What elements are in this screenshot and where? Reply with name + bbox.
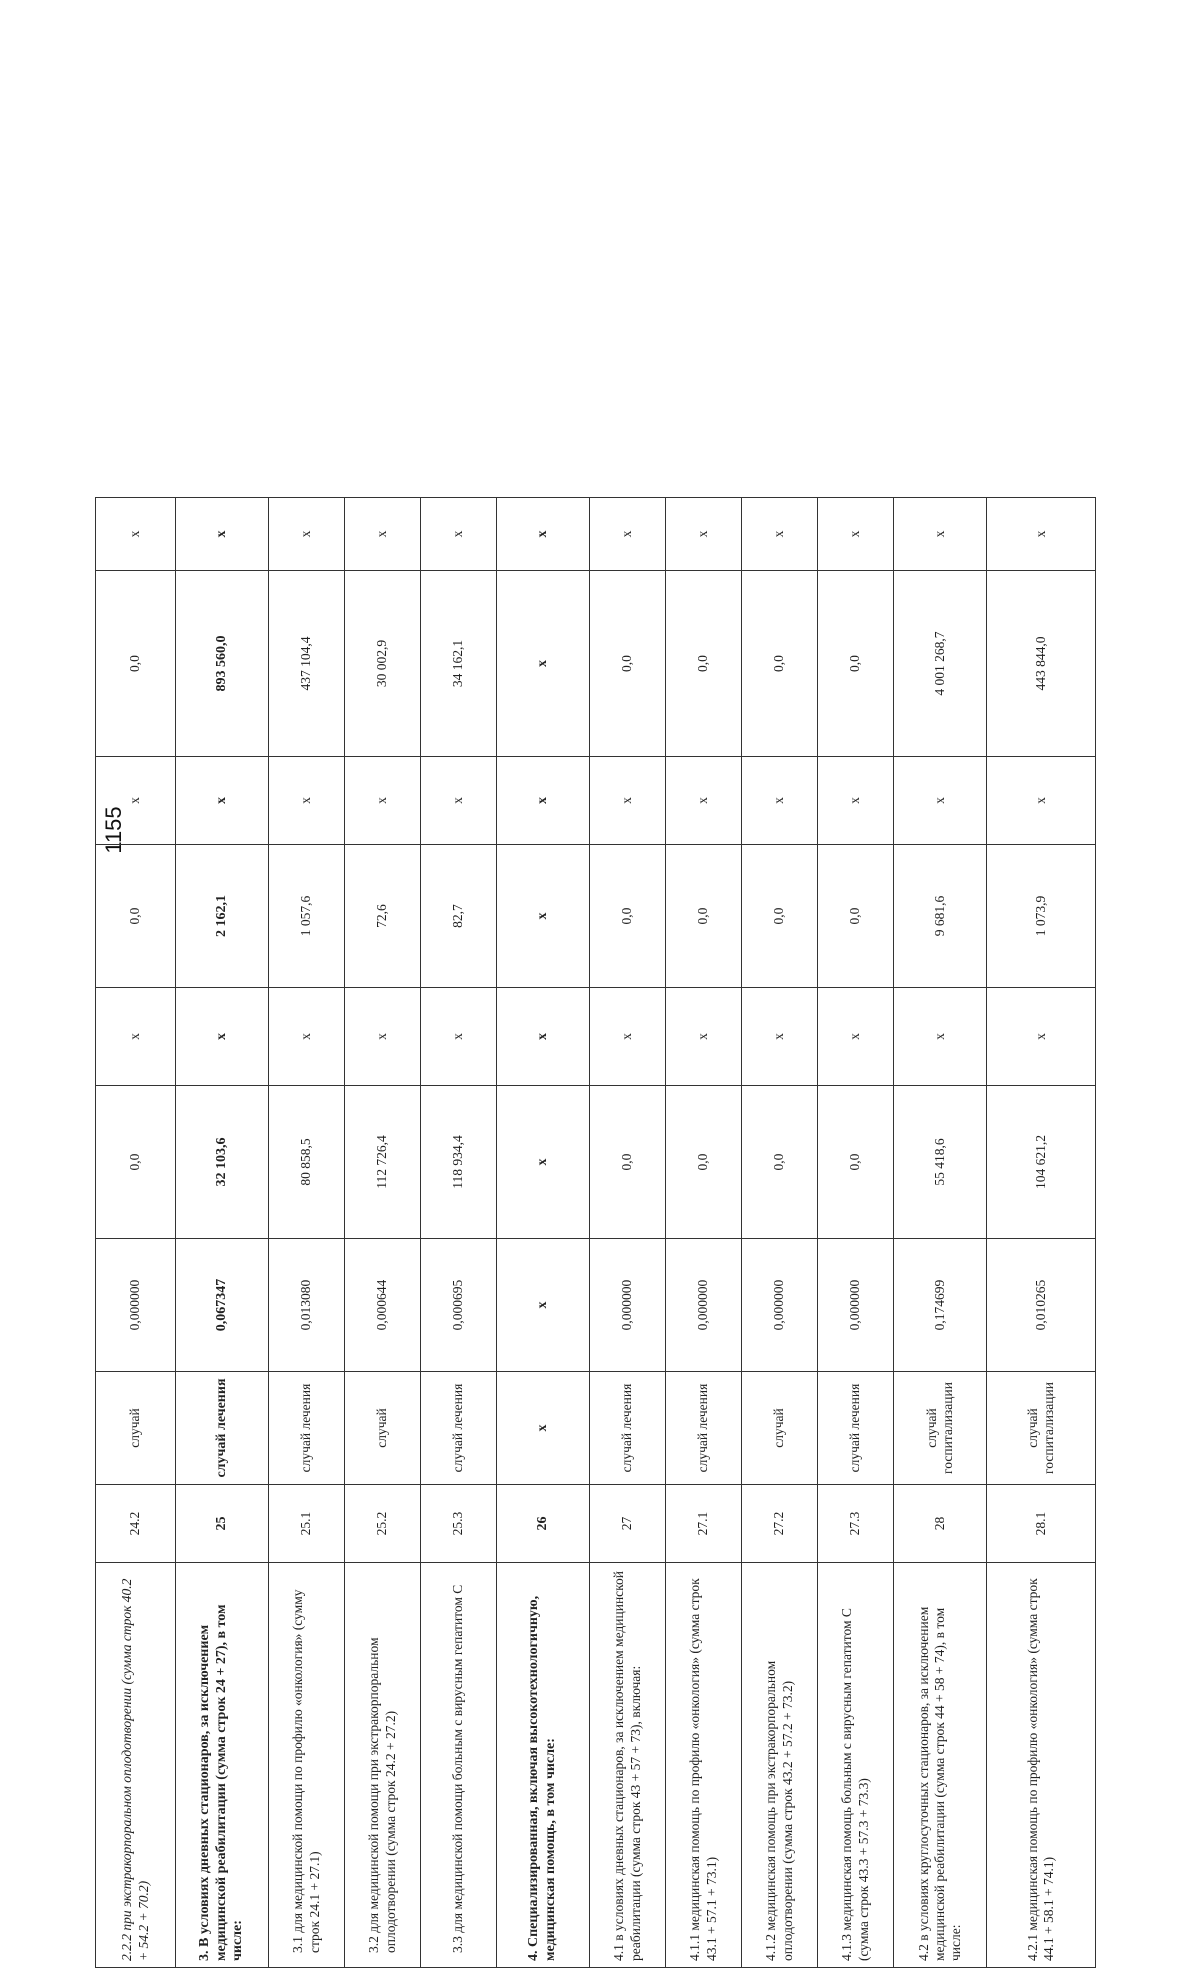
percent-share-cell: х bbox=[96, 498, 176, 571]
per-capita-oms-cell: 2 162,1 bbox=[176, 845, 269, 988]
total-oms-cell: 0,0 bbox=[666, 571, 742, 757]
total-budget-cell: х bbox=[345, 757, 421, 845]
volume-norm-cell: 0,000695 bbox=[421, 1239, 497, 1372]
row-number-cell: 24.2 bbox=[96, 1485, 176, 1563]
table-row bbox=[345, 498, 421, 1968]
percent-share-cell: х bbox=[421, 498, 497, 571]
volume-norm-cell: 0,067347 bbox=[176, 1239, 269, 1372]
unit-of-measure-cell: случай лечения bbox=[421, 1372, 497, 1485]
row-description-cell: 2.2.2 при экстракорпоральном оплодотворении (сумма строк 40.2 + 54.2 + 70.2) bbox=[96, 1563, 176, 1968]
per-capita-oms-cell: 9 681,6 bbox=[894, 845, 987, 988]
row-description-cell: 3.3 для медицинской помощи больным с вирусным гепатитом С bbox=[421, 1563, 497, 1968]
total-budget-cell: х bbox=[742, 757, 818, 845]
per-capita-budget-cell: х bbox=[742, 988, 818, 1086]
cost-norm-cell: 0,0 bbox=[590, 1086, 666, 1239]
per-capita-budget-cell: х bbox=[96, 988, 176, 1086]
table-row bbox=[269, 498, 345, 1968]
per-capita-oms-cell: х bbox=[497, 845, 590, 988]
per-capita-budget-cell: х bbox=[590, 988, 666, 1086]
unit-of-measure-cell: случай госпитализации bbox=[987, 1372, 1096, 1485]
per-capita-budget-cell: х bbox=[345, 988, 421, 1086]
volume-norm-cell: х bbox=[497, 1239, 590, 1372]
unit-of-measure-cell: случай лечения bbox=[590, 1372, 666, 1485]
total-oms-cell: 0,0 bbox=[590, 571, 666, 757]
total-budget-cell: х bbox=[590, 757, 666, 845]
percent-share-cell: х bbox=[894, 498, 987, 571]
total-budget-cell: х bbox=[421, 757, 497, 845]
per-capita-oms-cell: 0,0 bbox=[742, 845, 818, 988]
percent-share-cell: х bbox=[818, 498, 894, 571]
total-budget-cell: х bbox=[818, 757, 894, 845]
row-number-cell: 28.1 bbox=[987, 1485, 1096, 1563]
volume-norm-cell: 0,010265 bbox=[987, 1239, 1096, 1372]
per-capita-oms-cell: 0,0 bbox=[96, 845, 176, 988]
per-capita-oms-cell: 82,7 bbox=[421, 845, 497, 988]
row-number-cell: 25.1 bbox=[269, 1485, 345, 1563]
total-oms-cell: 437 104,4 bbox=[269, 571, 345, 757]
cost-norm-cell: 32 103,6 bbox=[176, 1086, 269, 1239]
table-row bbox=[176, 498, 269, 1968]
row-number-cell: 27.3 bbox=[818, 1485, 894, 1563]
cost-norm-cell: 0,0 bbox=[666, 1086, 742, 1239]
total-budget-cell: х bbox=[666, 757, 742, 845]
unit-of-measure-cell: случай лечения bbox=[176, 1372, 269, 1485]
cost-norm-cell: 0,0 bbox=[96, 1086, 176, 1239]
volume-norm-cell: 0,000000 bbox=[742, 1239, 818, 1372]
row-number-cell: 26 bbox=[497, 1485, 590, 1563]
cost-norm-cell: 0,0 bbox=[818, 1086, 894, 1239]
cost-norm-cell: 55 418,6 bbox=[894, 1086, 987, 1239]
per-capita-oms-cell: 0,0 bbox=[818, 845, 894, 988]
volume-norm-cell: 0,174699 bbox=[894, 1239, 987, 1372]
unit-of-measure-cell: случай лечения bbox=[666, 1372, 742, 1485]
total-oms-cell: 4 001 268,7 bbox=[894, 571, 987, 757]
per-capita-budget-cell: х bbox=[894, 988, 987, 1086]
unit-of-measure-cell: случай bbox=[742, 1372, 818, 1485]
percent-share-cell: х bbox=[176, 498, 269, 571]
volume-norm-cell: 0,000000 bbox=[818, 1239, 894, 1372]
row-number-cell: 27.2 bbox=[742, 1485, 818, 1563]
total-oms-cell: 34 162,1 bbox=[421, 571, 497, 757]
row-number-cell: 25.3 bbox=[421, 1485, 497, 1563]
total-budget-cell: х bbox=[269, 757, 345, 845]
volume-norm-cell: 0,000644 bbox=[345, 1239, 421, 1372]
volume-norm-cell: 0,000000 bbox=[96, 1239, 176, 1372]
table-row bbox=[590, 498, 666, 1968]
row-description-cell: 4.1.1 медицинская помощь по профилю «онкология» (сумма строк 43.1 + 57.1 + 73.1) bbox=[666, 1563, 742, 1968]
cost-norm-cell: 80 858,5 bbox=[269, 1086, 345, 1239]
unit-of-measure-cell: случай госпитализации bbox=[894, 1372, 987, 1485]
table-container bbox=[95, 498, 1056, 1968]
row-number-cell: 27 bbox=[590, 1485, 666, 1563]
per-capita-budget-cell: х bbox=[269, 988, 345, 1086]
percent-share-cell: х bbox=[742, 498, 818, 571]
row-description-cell: 3.1 для медицинской помощи по профилю «онкология» (сумму строк 24.1 + 27.1) bbox=[269, 1563, 345, 1968]
total-oms-cell: 30 002,9 bbox=[345, 571, 421, 757]
unit-of-measure-cell: случай лечения bbox=[818, 1372, 894, 1485]
cost-norm-cell: х bbox=[497, 1086, 590, 1239]
per-capita-budget-cell: х bbox=[176, 988, 269, 1086]
per-capita-budget-cell: х bbox=[421, 988, 497, 1086]
row-description-cell: 4.1.3 медицинская помощь больным с вирусным гепатитом С (сумма строк 43.3 + 57.3 + 73.3) bbox=[818, 1563, 894, 1968]
volume-norm-cell: 0,000000 bbox=[666, 1239, 742, 1372]
percent-share-cell: х bbox=[497, 498, 590, 571]
row-description-cell: 4.1 в условиях дневных стационаров, за исключением медицинской реабилитации (сумма строк 43 + 57 + 73), включая: bbox=[590, 1563, 666, 1968]
cost-norm-cell: 118 934,4 bbox=[421, 1086, 497, 1239]
row-description-cell: 4.1.2 медицинская помощь при экстракорпоральном оплодотворении (сумма строк 43.2 + 57.2 + 73.2) bbox=[742, 1563, 818, 1968]
per-capita-oms-cell: 0,0 bbox=[666, 845, 742, 988]
row-description-cell: 4.2 в условиях круглосуточных стационаров, за исключением медицинской реабилитации (сумма строк 44 + 58 + 74), в том числе: bbox=[894, 1563, 987, 1968]
table-row bbox=[818, 498, 894, 1968]
table-row bbox=[497, 498, 590, 1968]
table-row bbox=[96, 498, 176, 1968]
per-capita-budget-cell: х bbox=[987, 988, 1096, 1086]
table-row bbox=[421, 498, 497, 1968]
total-oms-cell: 893 560,0 bbox=[176, 571, 269, 757]
per-capita-budget-cell: х bbox=[818, 988, 894, 1086]
unit-of-measure-cell: случай лечения bbox=[269, 1372, 345, 1485]
table-body bbox=[96, 498, 1096, 1968]
unit-of-measure-cell: х bbox=[497, 1372, 590, 1485]
table-row bbox=[987, 498, 1096, 1968]
total-budget-cell: х bbox=[96, 757, 176, 845]
volume-norm-cell: 0,000000 bbox=[590, 1239, 666, 1372]
per-capita-oms-cell: 0,0 bbox=[590, 845, 666, 988]
per-capita-oms-cell: 72,6 bbox=[345, 845, 421, 988]
per-capita-budget-cell: х bbox=[666, 988, 742, 1086]
cost-norm-cell: 0,0 bbox=[742, 1086, 818, 1239]
percent-share-cell: х bbox=[269, 498, 345, 571]
row-number-cell: 27.1 bbox=[666, 1485, 742, 1563]
total-oms-cell: 0,0 bbox=[96, 571, 176, 757]
page-number: 1155 bbox=[101, 806, 126, 854]
row-number-cell: 25.2 bbox=[345, 1485, 421, 1563]
per-capita-oms-cell: 1 057,6 bbox=[269, 845, 345, 988]
per-capita-budget-cell: х bbox=[497, 988, 590, 1086]
row-number-cell: 28 bbox=[894, 1485, 987, 1563]
table-row bbox=[666, 498, 742, 1968]
total-budget-cell: х bbox=[894, 757, 987, 845]
row-number-cell: 25 bbox=[176, 1485, 269, 1563]
percent-share-cell: х bbox=[987, 498, 1096, 571]
total-budget-cell: х bbox=[987, 757, 1096, 845]
cost-norm-cell: 104 621,2 bbox=[987, 1086, 1096, 1239]
total-budget-cell: х bbox=[497, 757, 590, 845]
volume-norm-cell: 0,013080 bbox=[269, 1239, 345, 1372]
unit-of-measure-cell: случай bbox=[96, 1372, 176, 1485]
total-oms-cell: х bbox=[497, 571, 590, 757]
percent-share-cell: х bbox=[590, 498, 666, 571]
per-capita-oms-cell: 1 073,9 bbox=[987, 845, 1096, 988]
percent-share-cell: х bbox=[666, 498, 742, 571]
total-oms-cell: 0,0 bbox=[818, 571, 894, 757]
percent-share-cell: х bbox=[345, 498, 421, 571]
cost-norm-cell: 112 726,4 bbox=[345, 1086, 421, 1239]
row-description-cell: 4.2.1 медицинская помощь по профилю «онкология» (сумма строк 44.1 + 58.1 + 74.1) bbox=[987, 1563, 1096, 1968]
total-oms-cell: 0,0 bbox=[742, 571, 818, 757]
row-description-cell: 4. Специализированная, включая высокотехнологичную, медицинская помощь, в том числе: bbox=[497, 1563, 590, 1968]
row-description-cell: 3.2 для медицинской помощи при экстракорпоральном оплодотворении (сумма строк 24.2 + 27.2) bbox=[345, 1563, 421, 1968]
row-description-cell: 3. В условиях дневных стационаров, за исключением медицинской реабилитации (сумма строк 24 + 27), в том числе: bbox=[176, 1563, 269, 1968]
total-budget-cell: х bbox=[176, 757, 269, 845]
table-row bbox=[742, 498, 818, 1968]
funding-table bbox=[95, 497, 1096, 1968]
table-row bbox=[894, 498, 987, 1968]
unit-of-measure-cell: случай bbox=[345, 1372, 421, 1485]
total-oms-cell: 443 844,0 bbox=[987, 571, 1096, 757]
